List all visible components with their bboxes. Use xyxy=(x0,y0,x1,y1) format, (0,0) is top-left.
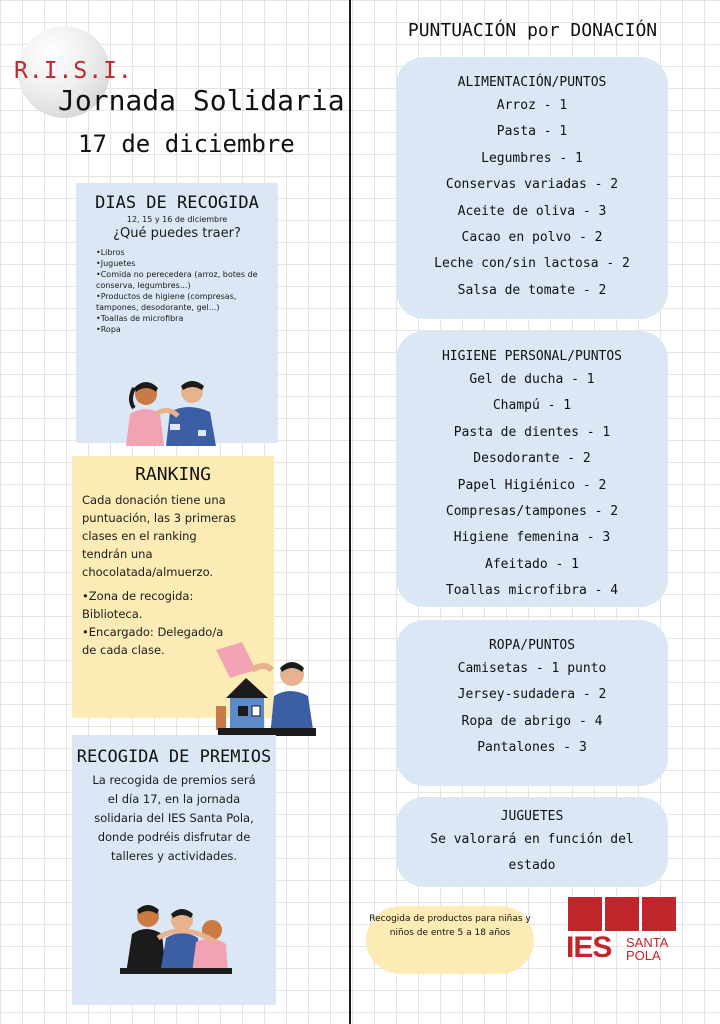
prizes-title: RECOGIDA DE PREMIOS xyxy=(76,747,272,767)
what-to-bring-question: ¿Qué puedes traer? xyxy=(113,226,241,241)
list-item: Compresas/tampones - 2 xyxy=(445,504,619,520)
donation-house-illustration xyxy=(212,640,318,736)
food-points-panel xyxy=(396,57,668,319)
ranking-text: Cada donación tiene una puntuación, las 3 primeras clases en el ranking tendrán una chocolatada/almuerzo. xyxy=(82,493,237,579)
page-title: Jornada Solidaria xyxy=(58,84,345,117)
event-date: 17 de diciembre xyxy=(78,130,295,158)
list-item: Papel Higiénico - 2 xyxy=(457,477,607,493)
prizes-text: La recogida de premios será el día 17, en la jornada solidaria del IES Santa Pola, donde podréis disfrutar de talleres y actividades. xyxy=(92,773,256,863)
ranking-manager: •Encargado: Delegado/a de cada clase. xyxy=(82,625,224,657)
toys-points-panel xyxy=(396,797,668,887)
collection-days-title: DIAS DE RECOGIDA xyxy=(95,193,259,213)
toys-points-title: JUGUETES xyxy=(500,809,564,824)
clothes-points-panel xyxy=(396,620,668,786)
group-hug-illustration xyxy=(120,898,232,974)
list-item: Pasta - 1 xyxy=(496,124,568,140)
center-divider xyxy=(349,0,351,1024)
age-range-note: Recogida de productos para niñas y niños de entre 5 a 18 años xyxy=(366,906,534,974)
list-item: Arroz - 1 xyxy=(496,98,568,113)
list-item: Pasta de dientes - 1 xyxy=(453,424,611,440)
clothes-points-title: ROPA/PUNTOS xyxy=(488,638,576,653)
list-item: Afeitado - 1 xyxy=(485,556,579,572)
list-item: Aceite de oliva - 3 xyxy=(457,203,607,219)
logo-line-2: POLA xyxy=(626,948,661,963)
food-points-title: ALIMENTACIÓN/PUNTOS xyxy=(457,75,607,90)
list-item: Jersey-sudadera - 2 xyxy=(457,687,607,703)
collection-dates: 12, 15 y 16 de diciembre xyxy=(126,215,228,224)
hygiene-points-title: HIGIENE PERSONAL/PUNTOS xyxy=(441,349,622,364)
list-item: • Comida no perecedera (arroz, botes de conserva, legumbres...) xyxy=(96,269,264,291)
ies-santa-pola-logo xyxy=(566,897,678,967)
logo-line-1: SANTA xyxy=(626,935,669,950)
list-item: Pantalones - 3 xyxy=(477,740,587,756)
list-item: • Productos de higiene (compresas, tampones, desodorante, gel...) xyxy=(96,291,264,313)
two-people-illustration xyxy=(118,374,222,446)
list-item: • Ropa xyxy=(96,324,264,335)
list-item: Desodorante - 2 xyxy=(473,451,591,467)
list-item: Camisetas - 1 punto xyxy=(457,661,607,676)
org-name: R.I.S.I. xyxy=(14,58,133,84)
list-item: Champú - 1 xyxy=(492,398,572,414)
logo-subtitle xyxy=(626,936,668,962)
list-item: Cacao en polvo - 2 xyxy=(461,230,603,246)
list-item: Higiene femenina - 3 xyxy=(453,530,611,546)
list-item: Leche con/sin lactosa - 2 xyxy=(434,256,630,272)
toys-points-text: Se valorará en función del estado xyxy=(430,832,634,873)
list-item: Conservas variadas - 2 xyxy=(445,177,619,193)
hygiene-points-panel xyxy=(396,331,668,607)
list-item: Legumbres - 1 xyxy=(481,150,583,166)
logo-square xyxy=(642,897,676,931)
list-item: • Toallas de microfibra xyxy=(96,313,264,324)
list-item: Toallas microfibra - 4 xyxy=(445,583,619,599)
list-item: • Juguetes xyxy=(96,258,264,269)
list-item: Ropa de abrigo - 4 xyxy=(461,713,603,729)
ranking-zone: •Zona de recogida: Biblioteca. xyxy=(82,589,194,621)
bring-list xyxy=(76,241,278,335)
ranking-title: RANKING xyxy=(135,464,211,485)
list-item: • Libros xyxy=(96,247,264,258)
logo-name: IES xyxy=(566,931,612,964)
logo-square xyxy=(605,897,639,931)
logo-square xyxy=(568,897,602,931)
list-item: Gel de ducha - 1 xyxy=(469,372,595,387)
scoring-heading: PUNTUACIÓN por DONACIÓN xyxy=(407,20,658,41)
list-item: Salsa de tomate - 2 xyxy=(457,282,607,298)
